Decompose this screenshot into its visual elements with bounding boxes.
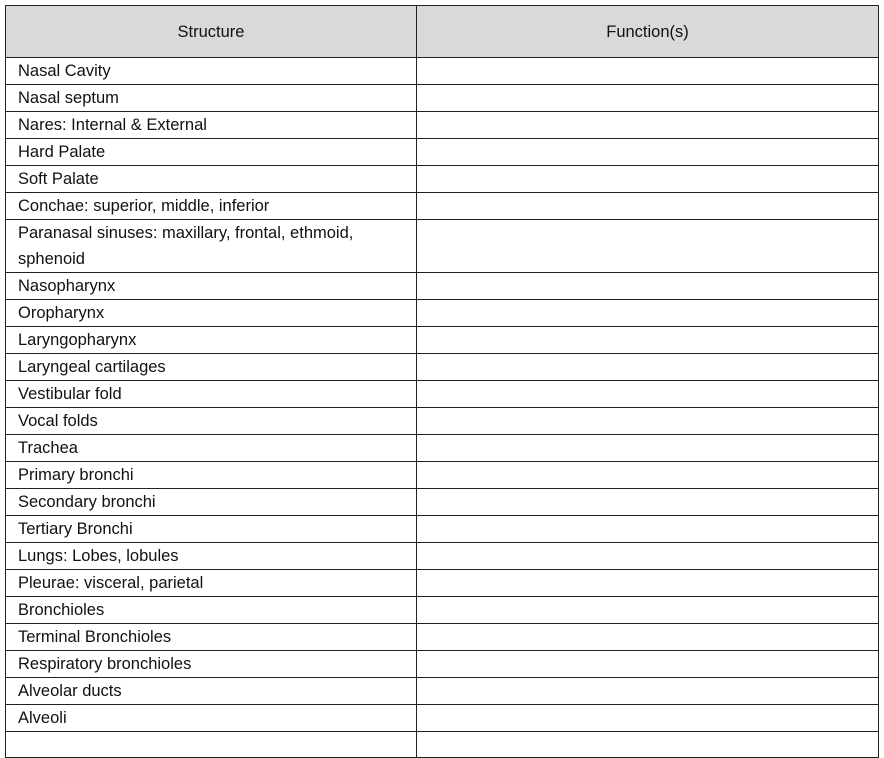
- table-row: [6, 273, 879, 300]
- table-row: [6, 381, 879, 408]
- header-row: [6, 6, 879, 58]
- function-cell[interactable]: [417, 570, 879, 597]
- table-row: [6, 624, 879, 651]
- structure-cell: Secondary bronchi: [6, 489, 417, 516]
- function-cell[interactable]: [417, 597, 879, 624]
- function-cell[interactable]: [417, 58, 879, 85]
- function-cell[interactable]: [417, 300, 879, 327]
- function-cell[interactable]: [417, 327, 879, 354]
- table-row: [6, 139, 879, 166]
- table-row: [6, 112, 879, 139]
- structure-cell: Vocal folds: [6, 408, 417, 435]
- table-row: [6, 354, 879, 381]
- structure-cell: Paranasal sinuses: maxillary, frontal, ethmoid, sphenoid: [6, 220, 417, 273]
- structure-cell: Conchae: superior, middle, inferior: [6, 193, 417, 220]
- header-structure: Structure: [6, 6, 417, 58]
- table-row: [6, 435, 879, 462]
- structure-cell: Nasal Cavity: [6, 58, 417, 85]
- function-cell[interactable]: [417, 139, 879, 166]
- structure-function-table: [5, 5, 879, 758]
- table-row: [6, 327, 879, 354]
- table-row: [6, 597, 879, 624]
- structure-cell: [6, 732, 417, 758]
- table-row: [6, 489, 879, 516]
- function-cell[interactable]: [417, 193, 879, 220]
- table-row: [6, 193, 879, 220]
- table-row: [6, 678, 879, 705]
- structure-cell: Respiratory bronchioles: [6, 651, 417, 678]
- function-cell[interactable]: [417, 705, 879, 732]
- function-cell[interactable]: [417, 112, 879, 139]
- function-cell[interactable]: [417, 166, 879, 193]
- structure-cell: Vestibular fold: [6, 381, 417, 408]
- structure-cell: Pleurae: visceral, parietal: [6, 570, 417, 597]
- structure-cell: Nares: Internal & External: [6, 112, 417, 139]
- table-row: [6, 220, 879, 273]
- function-cell[interactable]: [417, 678, 879, 705]
- structure-cell: Hard Palate: [6, 139, 417, 166]
- structure-cell: Nasopharynx: [6, 273, 417, 300]
- function-cell[interactable]: [417, 624, 879, 651]
- table-row: [6, 651, 879, 678]
- structure-cell: Laryngeal cartilages: [6, 354, 417, 381]
- header-functions: Function(s): [417, 6, 879, 58]
- table-row: [6, 705, 879, 732]
- function-cell[interactable]: [417, 85, 879, 112]
- function-cell[interactable]: [417, 489, 879, 516]
- structure-cell: Trachea: [6, 435, 417, 462]
- structure-cell: Primary bronchi: [6, 462, 417, 489]
- function-cell[interactable]: [417, 408, 879, 435]
- table-row: [6, 516, 879, 543]
- function-cell[interactable]: [417, 354, 879, 381]
- function-cell[interactable]: [417, 732, 879, 758]
- function-cell[interactable]: [417, 516, 879, 543]
- table-row: [6, 543, 879, 570]
- function-cell[interactable]: [417, 381, 879, 408]
- function-cell[interactable]: [417, 435, 879, 462]
- table-row: [6, 570, 879, 597]
- table-row: [6, 166, 879, 193]
- structure-cell: Tertiary Bronchi: [6, 516, 417, 543]
- table-row: [6, 732, 879, 758]
- structure-cell: Bronchioles: [6, 597, 417, 624]
- structure-cell: Alveoli: [6, 705, 417, 732]
- table-row: [6, 462, 879, 489]
- table-row: [6, 408, 879, 435]
- function-cell[interactable]: [417, 273, 879, 300]
- table-row: [6, 58, 879, 85]
- structure-cell: Lungs: Lobes, lobules: [6, 543, 417, 570]
- structure-cell: Laryngopharynx: [6, 327, 417, 354]
- structure-cell: Oropharynx: [6, 300, 417, 327]
- function-cell[interactable]: [417, 651, 879, 678]
- function-cell[interactable]: [417, 543, 879, 570]
- table-row: [6, 300, 879, 327]
- structure-cell: Nasal septum: [6, 85, 417, 112]
- table-row: [6, 85, 879, 112]
- structure-cell: Terminal Bronchioles: [6, 624, 417, 651]
- structure-cell: Alveolar ducts: [6, 678, 417, 705]
- function-cell[interactable]: [417, 220, 879, 273]
- structure-cell: Soft Palate: [6, 166, 417, 193]
- function-cell[interactable]: [417, 462, 879, 489]
